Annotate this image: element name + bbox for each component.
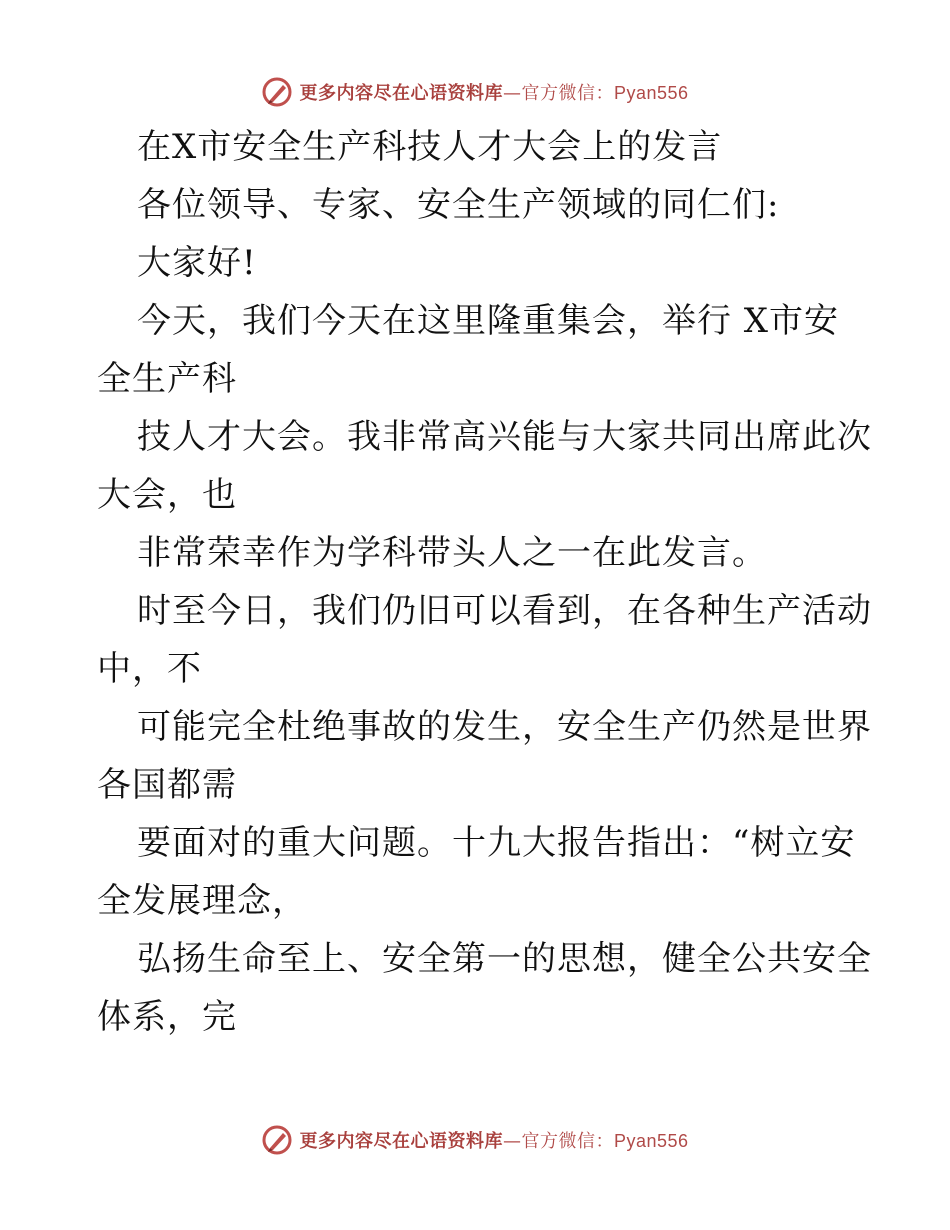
banner-brand: 更多内容尽在心语资料库 — [299, 83, 503, 104]
footer-banner — [0, 1120, 950, 1160]
banner-wechat-id: Pyan556 — [613, 83, 689, 103]
banner-brand: 更多内容尽在心语资料库 — [299, 1131, 503, 1152]
text-line: 各位领导、专家、安全生产领域的同仁们: — [137, 185, 780, 225]
text-line: 全生产科 — [97, 359, 237, 399]
header-banner — [0, 72, 950, 112]
pen-in-circle-logo — [261, 76, 293, 108]
document-body — [97, 118, 872, 1046]
text-line: 技人才大会。我非常高兴能与大家共同出席此次 — [137, 417, 872, 457]
text-line: 各国都需 — [97, 765, 237, 805]
text-line: 中，不 — [97, 649, 202, 689]
banner-official-label: 官方微信： — [521, 83, 614, 104]
text-line: 时至今日，我们仍旧可以看到，在各种生产活动 — [137, 591, 872, 631]
text-line: 要面对的重大问题。十九大报告指出：“树立安 — [137, 823, 856, 863]
text-line: 全发展理念， — [97, 881, 307, 921]
text-line: 弘扬生命至上、安全第一的思想，健全公共安全 — [137, 939, 872, 979]
banner-text — [299, 1127, 688, 1153]
text-line: 今天，我们今天在这里隆重集会，举行 X市安 — [137, 301, 840, 341]
text-line: 大家好! — [137, 243, 257, 283]
banner-wechat-id: Pyan556 — [613, 1131, 689, 1151]
text-line: 在X市安全生产科技人才大会上的发言 — [137, 127, 723, 167]
text-line: 大会，也 — [97, 475, 237, 515]
text-line: 可能完全杜绝事故的发生，安全生产仍然是世界 — [137, 707, 872, 747]
banner-official-label: 官方微信： — [521, 1131, 614, 1152]
text-line: 非常荣幸作为学科带头人之一在此发言。 — [137, 533, 767, 573]
banner-text — [299, 79, 688, 105]
banner-separator: — — [502, 1131, 522, 1152]
pen-in-circle-logo — [261, 1124, 293, 1156]
text-line: 体系，完 — [97, 997, 237, 1037]
banner-separator: — — [502, 83, 522, 104]
